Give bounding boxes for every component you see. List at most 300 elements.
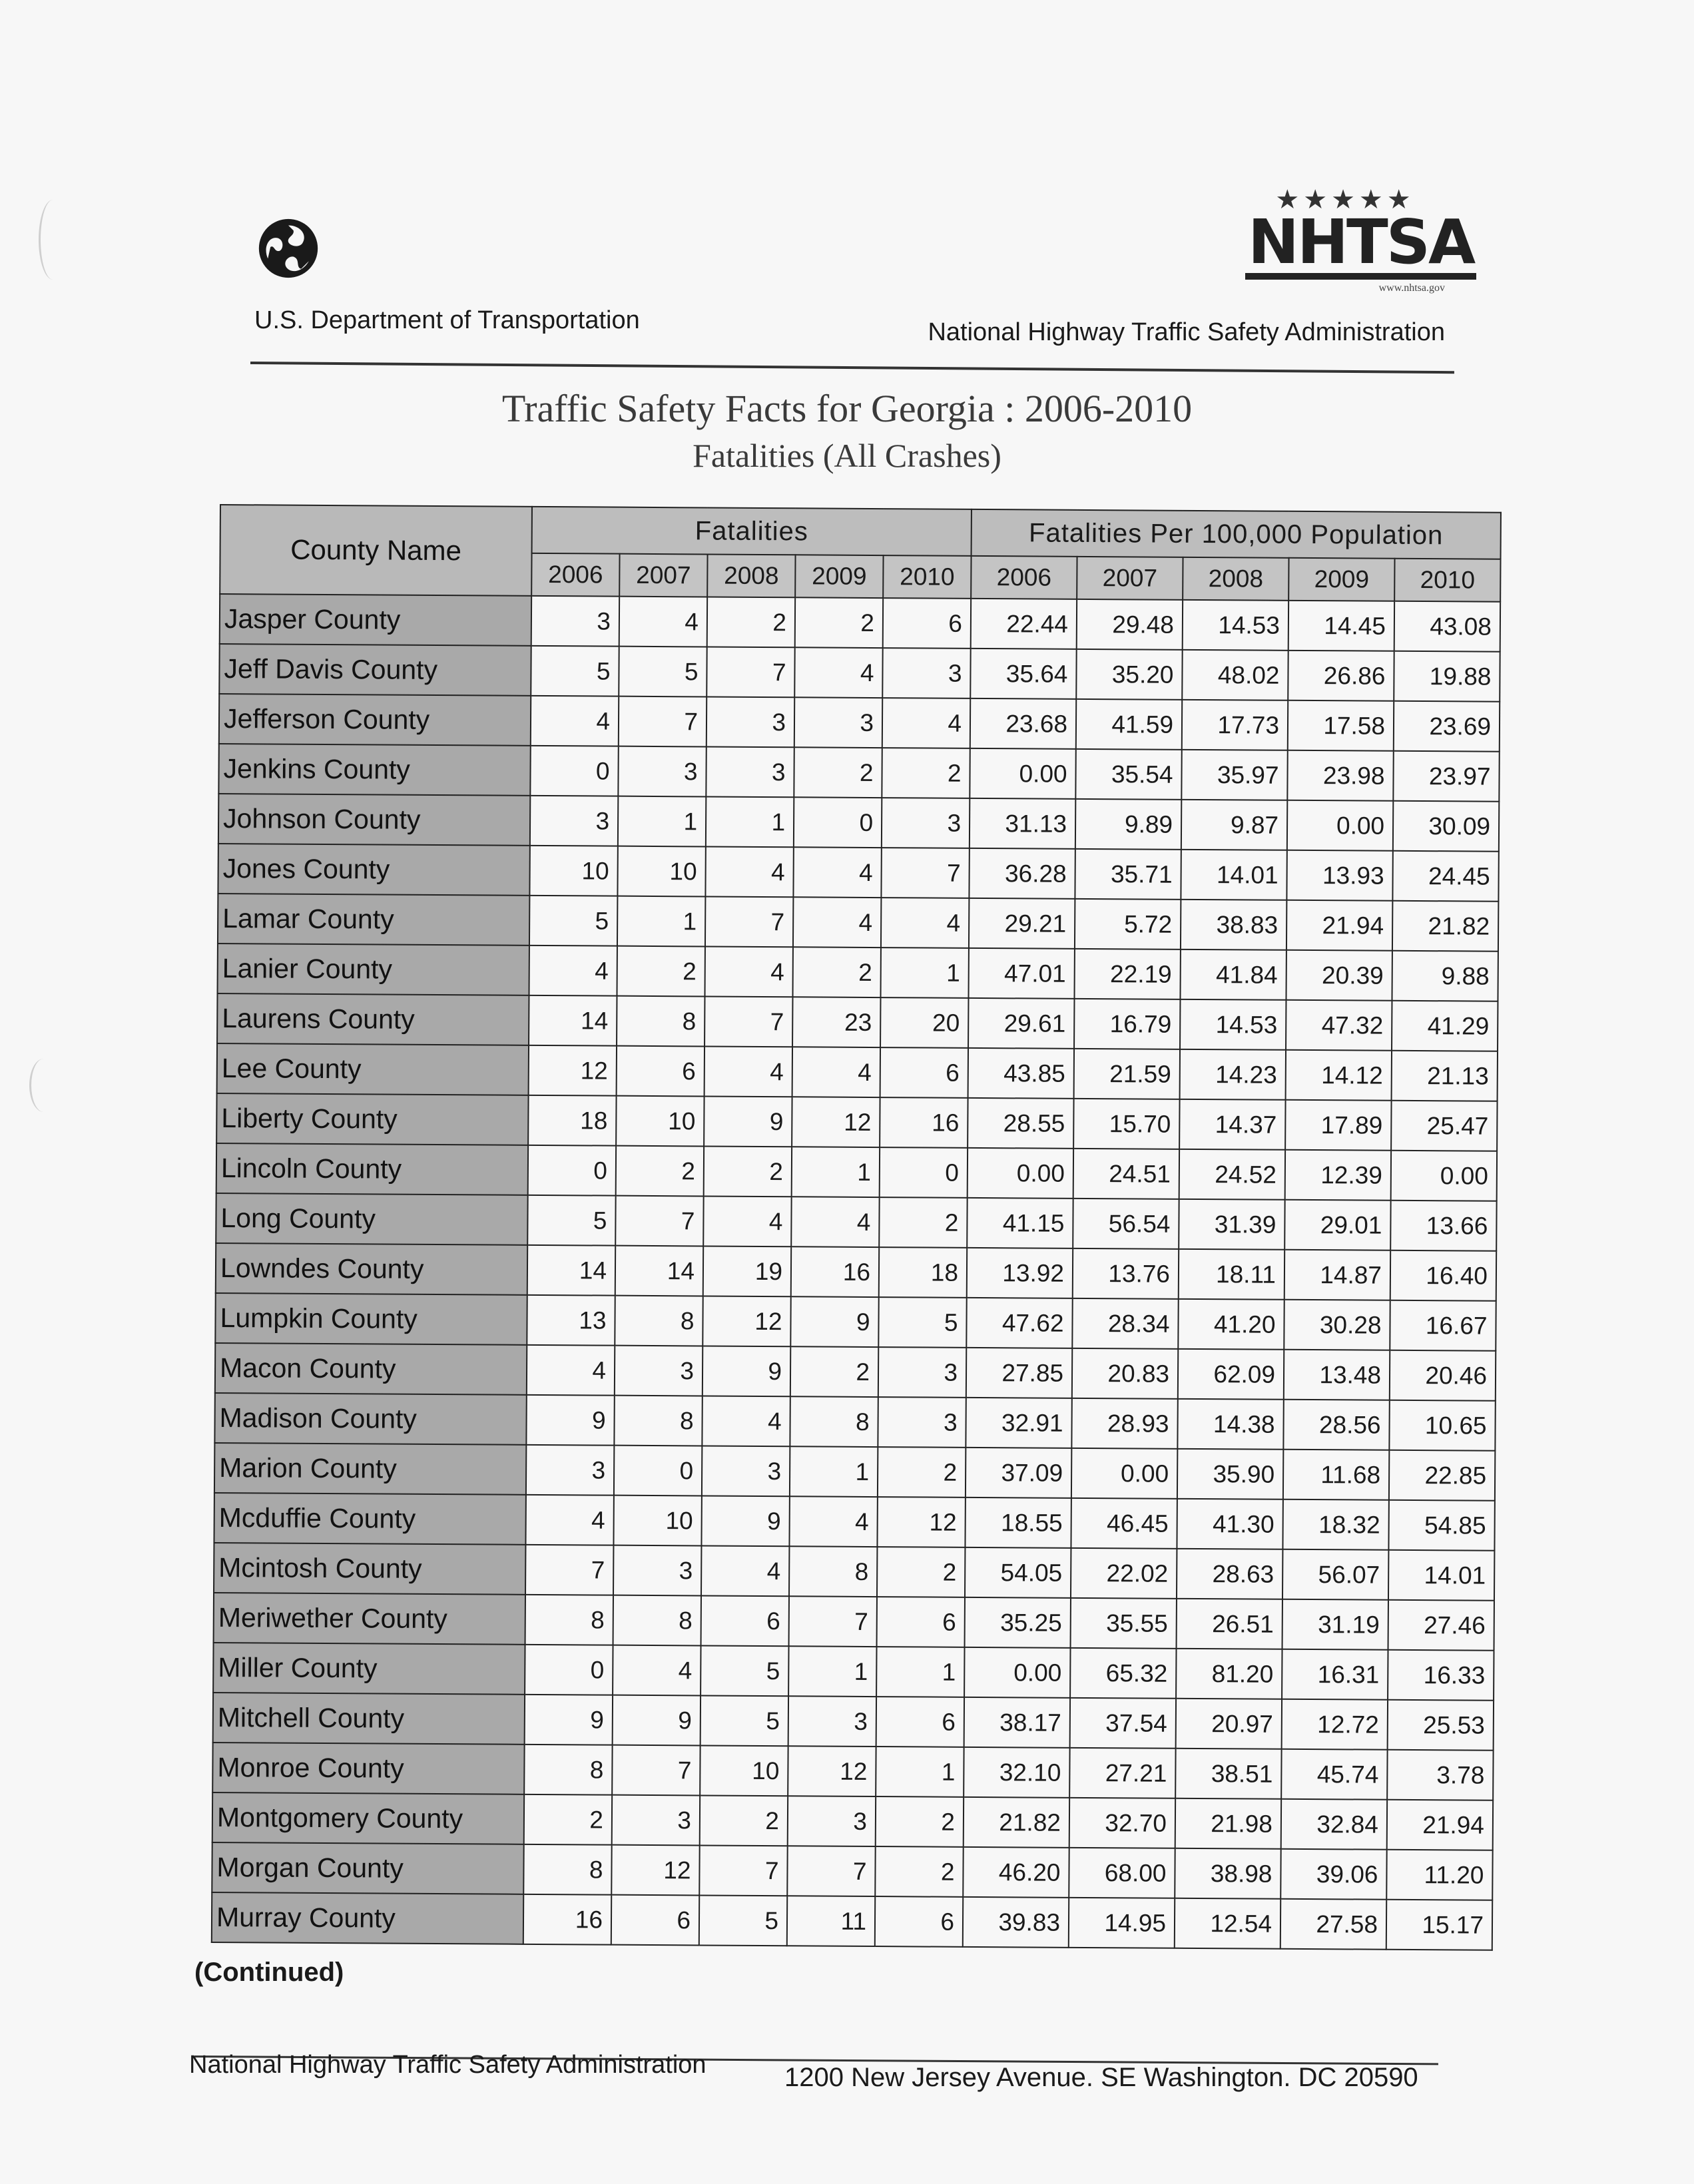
rate-cell: 29.48: [1077, 599, 1183, 650]
rate-cell: 37.09: [966, 1448, 1071, 1498]
fatalities-cell: 3: [615, 1346, 703, 1396]
rate-cell: 32.10: [964, 1747, 1069, 1798]
fatalities-cell: 9: [703, 1346, 790, 1396]
fatalities-cell: 0: [614, 1446, 702, 1496]
rate-cell: 14.53: [1180, 999, 1286, 1050]
dot-logo-icon: [256, 216, 320, 280]
fatalities-cell: 7: [525, 1545, 613, 1595]
fatalities-cell: 8: [615, 1296, 703, 1346]
rate-cell: 62.09: [1178, 1349, 1284, 1400]
rate-cell: 9.89: [1075, 799, 1181, 850]
fatalities-cell: 11: [787, 1896, 875, 1946]
table-row: [217, 993, 1498, 1051]
fatalities-cell: 23: [792, 997, 880, 1047]
rate-cell: 13.93: [1286, 850, 1392, 901]
rate-cell: 48.02: [1182, 650, 1288, 700]
rate-cell: 14.38: [1177, 1399, 1283, 1450]
rate-cell: 24.52: [1179, 1149, 1285, 1200]
fatalities-cell: 3: [613, 1545, 701, 1596]
rate-cell: 21.82: [964, 1797, 1069, 1848]
fatalities-cell: 8: [523, 1844, 611, 1895]
rate-cell: 20.39: [1286, 950, 1392, 1001]
county-name-cell: Jenkins County: [218, 744, 530, 796]
fatalities-cell: 12: [877, 1497, 965, 1547]
fatalities-cell: 4: [703, 1196, 791, 1246]
fatalities-cell: 6: [876, 1697, 964, 1747]
fatalities-cell: 8: [617, 996, 705, 1047]
rate-cell: 17.89: [1285, 1100, 1391, 1151]
table-row: [213, 1693, 1494, 1751]
table-row: [219, 644, 1500, 702]
table-row: [216, 1243, 1496, 1301]
fatalities-cell: 3: [612, 1795, 700, 1846]
rate-cell: 21.82: [1392, 901, 1498, 952]
county-name-cell: Mitchell County: [213, 1693, 525, 1745]
rate-cell: 39.06: [1280, 1849, 1386, 1900]
fatalities-cell: 7: [612, 1745, 700, 1796]
fatalities-cell: 4: [791, 1197, 879, 1247]
fatalities-cell: 4: [619, 597, 707, 647]
fatalities-cell: 10: [529, 846, 617, 896]
rate-cell: 54.05: [965, 1547, 1071, 1598]
table-row: [215, 1293, 1496, 1351]
rate-cell: 31.13: [970, 798, 1075, 849]
rate-cell: 5.72: [1075, 899, 1181, 950]
rate-cell: 18.11: [1179, 1249, 1284, 1300]
fatalities-cell: 2: [707, 597, 795, 647]
rate-cell: 41.29: [1392, 1001, 1498, 1051]
rate-cell: 37.54: [1070, 1698, 1176, 1749]
fatalities-cell: 5: [531, 646, 619, 696]
fatalities-cell: 14: [527, 1245, 615, 1296]
fatalities-cell: 4: [882, 698, 970, 748]
table-row: [216, 1093, 1497, 1151]
table-row: [218, 794, 1499, 852]
county-name-cell: Lumpkin County: [215, 1293, 527, 1345]
rate-cell: 30.09: [1393, 801, 1499, 852]
rate-cell: 14.87: [1284, 1250, 1390, 1300]
fatalities-cell: 10: [613, 1496, 701, 1546]
fatalities-cell: 0: [525, 1645, 613, 1695]
rate-cell: 16.40: [1390, 1250, 1496, 1301]
table-body: [212, 594, 1500, 1950]
rate-cell: 14.01: [1181, 850, 1286, 900]
year-header: 2008: [1183, 557, 1288, 601]
fatalities-cell: 19: [703, 1246, 791, 1296]
fatalities-cell: 9: [613, 1695, 701, 1746]
fatalities-cell: 12: [703, 1296, 790, 1346]
table-row: [216, 1193, 1496, 1251]
fatalities-cell: 2: [879, 1197, 967, 1248]
rate-cell: 41.59: [1076, 699, 1182, 750]
fatalities-cell: 6: [875, 1896, 963, 1947]
fatalities-cell: 1: [618, 796, 706, 847]
county-name-cell: Montgomery County: [212, 1792, 524, 1844]
fatalities-cell: 4: [531, 696, 619, 746]
rate-cell: 32.70: [1069, 1798, 1175, 1848]
county-name-cell: Monroe County: [212, 1743, 524, 1794]
table-row: [218, 894, 1498, 952]
rate-cell: 28.34: [1072, 1298, 1178, 1349]
rate-cell: 11.20: [1386, 1850, 1492, 1900]
fatalities-cell: 6: [880, 1047, 968, 1098]
fatalities-cell: 3: [706, 696, 794, 747]
fatalities-cell: 10: [700, 1745, 788, 1796]
fatalities-cell: 8: [789, 1546, 877, 1597]
table-row: [215, 1343, 1496, 1401]
fatalities-cell: 3: [526, 1445, 614, 1496]
fatalities-cell: 16: [791, 1246, 879, 1297]
rate-cell: 54.85: [1388, 1500, 1494, 1551]
fatalities-cell: 2: [790, 1346, 878, 1397]
fatalities-cell: 4: [789, 1496, 877, 1547]
rate-cell: 32.84: [1281, 1799, 1387, 1850]
county-name-cell: Morgan County: [212, 1842, 523, 1894]
rate-cell: 0.00: [1391, 1151, 1497, 1201]
year-header: 2008: [707, 554, 795, 597]
fatalities-cell: 7: [699, 1845, 787, 1896]
rate-cell: 28.55: [968, 1098, 1073, 1149]
rate-cell: 24.45: [1392, 851, 1498, 902]
rate-cell: 17.58: [1288, 700, 1394, 751]
rate-cell: 16.33: [1388, 1650, 1494, 1701]
table-row: [218, 844, 1498, 902]
rate-cell: 35.20: [1076, 649, 1182, 700]
rate-cell: 47.32: [1286, 1000, 1392, 1051]
table-row: [220, 594, 1500, 652]
fatalities-cell: 6: [701, 1595, 789, 1646]
rate-cell: 22.44: [971, 599, 1077, 649]
fatalities-cell: 3: [882, 648, 970, 698]
fatalities-cell: 5: [701, 1645, 788, 1696]
rate-cell: 0.00: [968, 1148, 1073, 1199]
logo-wordmark: NHTSA: [1245, 213, 1476, 280]
fatalities-table: [211, 504, 1502, 1951]
fatalities-cell: 0: [530, 746, 618, 796]
fatalities-cell: 16: [880, 1097, 968, 1148]
fatalities-cell: 7: [705, 896, 793, 947]
table-row: [219, 694, 1500, 752]
rate-cell: 28.93: [1071, 1398, 1177, 1449]
rate-cell: 14.12: [1286, 1050, 1392, 1101]
fatalities-cell: 4: [793, 897, 881, 948]
rate-cell: 35.90: [1177, 1449, 1283, 1500]
fatalities-cell: 20: [880, 997, 968, 1048]
fatalities-cell: 4: [705, 946, 792, 997]
fatalities-cell: 4: [525, 1495, 613, 1545]
rate-cell: 21.94: [1387, 1800, 1493, 1850]
rate-cell: 31.19: [1282, 1599, 1388, 1650]
rate-cell: 32.91: [966, 1398, 1071, 1448]
county-name-cell: Mcintosh County: [214, 1543, 525, 1595]
fatalities-cell: 1: [617, 896, 705, 947]
rate-cell: 19.88: [1394, 651, 1500, 702]
rate-cell: 14.37: [1179, 1099, 1285, 1150]
rate-cell: 43.08: [1394, 601, 1500, 652]
rate-cell: 27.46: [1388, 1600, 1494, 1651]
rate-cell: 21.59: [1074, 1049, 1180, 1099]
fatalities-cell: 9: [790, 1296, 878, 1347]
rate-cell: 20.46: [1390, 1350, 1496, 1401]
fatalities-cell: 3: [882, 798, 970, 848]
rate-cell: 20.83: [1072, 1348, 1178, 1399]
rate-cell: 18.55: [965, 1498, 1071, 1548]
rate-cell: 29.61: [968, 998, 1074, 1049]
rate-cell: 27.85: [966, 1348, 1072, 1398]
rate-cell: 41.20: [1178, 1299, 1284, 1350]
rate-cell: 41.84: [1180, 950, 1286, 1000]
header-divider: [250, 362, 1454, 374]
county-name-cell: Marion County: [214, 1443, 526, 1495]
fatalities-cell: 12: [788, 1746, 876, 1796]
department-name: U.S. Department of Transportation: [254, 306, 640, 334]
fatalities-cell: 4: [705, 846, 793, 897]
page-title: Traffic Safety Facts for Georgia : 2006-2010: [501, 387, 1193, 430]
rate-cell: 39.83: [963, 1897, 1069, 1948]
rate-cell: 23.97: [1393, 751, 1499, 802]
rate-cell: 45.74: [1281, 1749, 1387, 1800]
fatalities-cell: 5: [529, 896, 617, 946]
rate-cell: 81.20: [1176, 1649, 1282, 1699]
fatalities-cell: 3: [702, 1446, 790, 1496]
fatalities-cell: 16: [523, 1894, 611, 1945]
rate-cell: 38.83: [1181, 900, 1286, 950]
year-header: 2009: [795, 555, 883, 598]
county-name-cell: Laurens County: [217, 993, 529, 1045]
fatalities-cell: 8: [614, 1396, 702, 1446]
fatalities-cell: 1: [706, 796, 794, 847]
fatalities-cell: 3: [788, 1696, 876, 1747]
fatalities-cell: 1: [790, 1446, 878, 1497]
fatalities-cell: 12: [611, 1845, 699, 1896]
rate-cell: 68.00: [1069, 1848, 1175, 1898]
rate-cell: 43.85: [968, 1048, 1074, 1099]
rate-cell: 38.17: [964, 1697, 1070, 1748]
fatalities-cell: 5: [699, 1895, 787, 1946]
county-name-cell: Miller County: [213, 1643, 525, 1695]
rate-cell: 41.30: [1177, 1499, 1282, 1549]
rate-cell: 0.00: [970, 748, 1075, 799]
fatalities-cell: 7: [705, 996, 792, 1047]
rate-cell: 15.70: [1073, 1099, 1179, 1149]
fatalities-cell: 13: [527, 1295, 615, 1346]
rate-cell: 13.48: [1284, 1350, 1390, 1400]
rate-cell: 22.85: [1389, 1450, 1495, 1501]
rate-cell: 12.39: [1285, 1150, 1391, 1201]
rate-cell: 18.32: [1282, 1500, 1388, 1550]
county-name-header: County Name: [220, 505, 532, 596]
fatalities-cell: 2: [877, 1547, 965, 1597]
fatalities-cell: 6: [611, 1895, 699, 1946]
table-row: [216, 1143, 1497, 1201]
rate-cell: 16.67: [1390, 1300, 1496, 1351]
agency-name: National Highway Traffic Safety Administration: [928, 318, 1445, 346]
county-name-cell: Lanier County: [218, 944, 529, 995]
fatalities-cell: 3: [531, 596, 619, 647]
table-row: [214, 1443, 1495, 1501]
fatalities-cell: 18: [879, 1247, 967, 1298]
fatalities-cell: 8: [790, 1396, 878, 1447]
fatalities-cell: 2: [792, 947, 880, 997]
table-row: [212, 1743, 1493, 1800]
fatalities-cell: 0: [794, 797, 882, 848]
punch-hole-mark: [29, 1059, 58, 1112]
fatalities-cell: 5: [619, 647, 706, 697]
fatalities-cell: 2: [882, 748, 970, 798]
year-header: 2009: [1288, 558, 1394, 601]
table-row: [214, 1493, 1494, 1551]
rate-cell: 25.53: [1388, 1700, 1494, 1751]
rate-cell: 13.76: [1073, 1248, 1179, 1299]
fatalities-cell: 5: [527, 1195, 615, 1246]
rate-cell: 29.01: [1284, 1200, 1390, 1250]
rate-cell: 56.54: [1073, 1199, 1179, 1249]
fatalities-cell: 4: [793, 847, 881, 898]
fatalities-cell: 4: [881, 898, 969, 948]
year-header: 2010: [883, 555, 971, 599]
fatalities-cell: 7: [706, 647, 794, 697]
rate-cell: 35.54: [1075, 749, 1181, 800]
rate-cell: 13.92: [967, 1248, 1073, 1298]
fatalities-cell: 7: [619, 696, 706, 747]
rate-cell: 28.63: [1177, 1549, 1282, 1599]
year-header: 2007: [619, 554, 707, 597]
county-name-cell: Madison County: [214, 1393, 526, 1445]
rate-cell: 27.21: [1069, 1748, 1175, 1798]
fatalities-cell: 2: [704, 1146, 792, 1197]
fatalities-cell: 2: [616, 1146, 704, 1197]
rate-cell: 14.45: [1288, 601, 1394, 651]
rate-cell: 27.58: [1280, 1899, 1386, 1950]
fatalities-cell: 9: [704, 1096, 792, 1147]
rate-cell: 12.72: [1282, 1699, 1388, 1750]
rate-cell: 14.01: [1388, 1550, 1494, 1601]
fatalities-cell: 7: [789, 1596, 877, 1647]
rate-cell: 17.73: [1182, 700, 1288, 750]
county-name-cell: Lincoln County: [216, 1143, 528, 1195]
fatalities-cell: 3: [706, 746, 794, 797]
rate-cell: 22.02: [1071, 1548, 1177, 1599]
fatalities-cell: 6: [883, 598, 971, 649]
fatalities-cell: 18: [528, 1095, 616, 1146]
fatalities-cell: 1: [876, 1747, 964, 1797]
rate-cell: 12.54: [1175, 1898, 1280, 1949]
fatalities-cell: 0: [880, 1147, 968, 1198]
rate-cell: 10.65: [1389, 1400, 1495, 1451]
rate-cell: 38.98: [1175, 1848, 1280, 1899]
fatalities-cell: 3: [530, 796, 618, 846]
fatalities-cell: 7: [787, 1846, 875, 1896]
fatalities-cell: 6: [877, 1597, 965, 1647]
rate-cell: 14.53: [1183, 600, 1288, 651]
rate-group-header: Fatalities Per 100,000 Population: [972, 509, 1501, 559]
rate-cell: 16.31: [1282, 1649, 1388, 1700]
fatalities-cell: 2: [875, 1846, 963, 1897]
year-header: 2006: [531, 553, 619, 597]
rate-cell: 0.00: [1287, 800, 1393, 851]
rate-cell: 25.47: [1391, 1101, 1497, 1151]
table-row: [218, 944, 1498, 1001]
fatalities-cell: 10: [617, 846, 705, 897]
rate-cell: 30.28: [1284, 1300, 1390, 1350]
fatalities-cell: 8: [525, 1595, 613, 1645]
rate-cell: 35.64: [970, 649, 1076, 699]
rate-cell: 24.51: [1073, 1149, 1179, 1199]
fatalities-cell: 1: [792, 1147, 880, 1197]
fatalities-cell: 2: [795, 597, 883, 648]
rate-cell: 20.97: [1176, 1699, 1282, 1749]
rate-cell: 13.66: [1390, 1201, 1496, 1251]
table-row: [212, 1792, 1493, 1850]
table-row: [214, 1543, 1494, 1601]
county-name-cell: Liberty County: [216, 1093, 528, 1145]
rate-cell: 21.94: [1286, 900, 1392, 951]
logo-url: www.nhtsa.gov: [1378, 282, 1445, 294]
rate-cell: 65.32: [1070, 1648, 1176, 1699]
year-header: 2010: [1394, 559, 1500, 602]
fatalities-cell: 9: [525, 1695, 613, 1745]
footer-address: 1200 New Jersey Avenue. SE Washington. DC 20590: [784, 2063, 1418, 2092]
rate-cell: 29.21: [969, 898, 1075, 949]
fatalities-cell: 7: [881, 848, 969, 898]
county-name-cell: Long County: [216, 1193, 527, 1245]
table-row: [213, 1643, 1494, 1701]
footer-agency: National Highway Traffic Safety Administration: [189, 2051, 706, 2079]
fatalities-cell: 3: [788, 1796, 876, 1846]
rate-cell: 0.00: [964, 1647, 1070, 1698]
rate-cell: 47.62: [966, 1298, 1072, 1348]
fatalities-group-header: Fatalities: [532, 507, 972, 556]
fatalities-cell: 9: [701, 1496, 789, 1546]
fatalities-cell: 2: [876, 1796, 964, 1847]
fatalities-cell: 4: [527, 1345, 615, 1396]
rate-cell: 11.68: [1283, 1450, 1389, 1500]
fatalities-cell: 1: [876, 1647, 964, 1697]
fatalities-cell: 1: [880, 948, 968, 998]
fatalities-cell: 3: [618, 746, 706, 797]
fatalities-cell: 7: [615, 1196, 703, 1246]
fatalities-cell: 1: [788, 1646, 876, 1697]
rate-cell: 41.15: [967, 1198, 1073, 1248]
fatalities-cell: 6: [617, 1046, 705, 1097]
fatalities-cell: 4: [792, 1047, 880, 1097]
rate-cell: 46.45: [1071, 1498, 1177, 1549]
fatalities-cell: 14: [529, 995, 617, 1046]
page-subtitle: Fatalities (All Crashes): [693, 437, 1001, 474]
county-name-cell: Mcduffie County: [214, 1493, 525, 1545]
fatalities-cell: 0: [528, 1145, 616, 1196]
fatalities-cell: 5: [701, 1695, 788, 1746]
county-name-cell: Jefferson County: [219, 694, 531, 746]
fatalities-cell: 3: [878, 1347, 966, 1398]
punch-hole-mark: [39, 200, 67, 280]
rate-cell: 36.28: [969, 848, 1075, 899]
county-name-cell: Jasper County: [220, 594, 531, 646]
rate-cell: 23.98: [1287, 750, 1393, 801]
year-header: 2006: [971, 556, 1077, 599]
fatalities-cell: 2: [700, 1795, 788, 1846]
table-row: [218, 744, 1499, 802]
county-name-cell: Lowndes County: [216, 1243, 527, 1295]
rate-cell: 23.69: [1394, 701, 1500, 752]
rate-cell: 14.95: [1069, 1898, 1175, 1948]
rate-cell: 47.01: [968, 948, 1074, 999]
fatalities-cell: 8: [524, 1745, 612, 1795]
rate-cell: 3.78: [1387, 1750, 1493, 1800]
county-name-cell: Murray County: [212, 1892, 523, 1944]
nhtsa-logo: [1245, 184, 1474, 294]
table-row: [212, 1842, 1492, 1900]
